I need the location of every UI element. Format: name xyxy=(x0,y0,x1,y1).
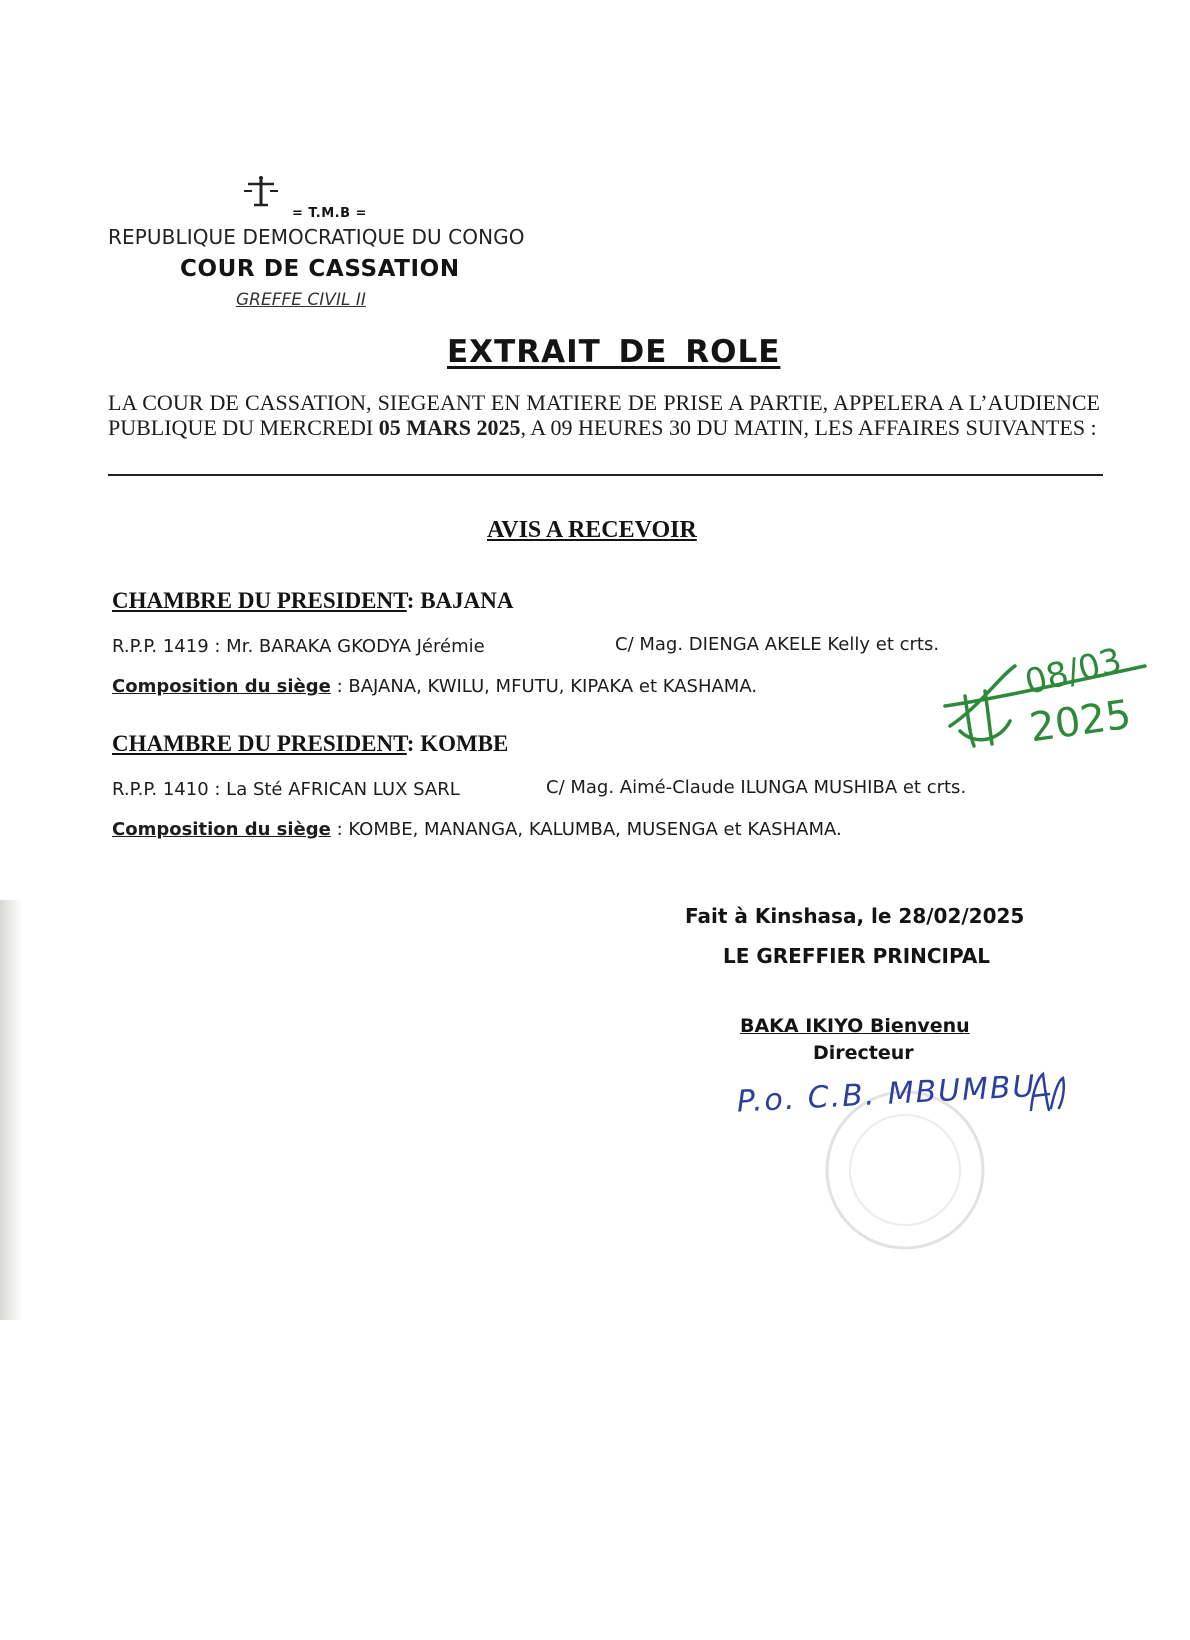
page-margin-bottom xyxy=(0,1538,1190,1640)
intro-text-start: LA COUR DE CASSATION, SIEGEANT EN MATIERE DE PRISE A PARTIE, APPELERA A L’AUDIENCE PUBLIQUE DU MERCREDI xyxy=(108,390,1100,440)
chamber-label: CHAMBRE DU PRESIDENT xyxy=(112,731,407,756)
composition-line xyxy=(112,676,757,697)
case-reference: R.P.P. 1410 : La Sté AFRICAN LUX SARL xyxy=(112,779,460,800)
composition-label: Composition du siège xyxy=(112,819,331,840)
chamber-heading-2 xyxy=(112,731,508,757)
chamber-heading-1 xyxy=(112,588,513,614)
place-and-date: Fait à Kinshasa, le 28/02/2025 xyxy=(685,904,1025,928)
case-opponent: C/ Mag. Aimé-Claude ILUNGA MUSHIBA et crts. xyxy=(546,777,967,798)
case-reference: R.P.P. 1419 : Mr. BARAKA GKODYA Jérémie xyxy=(112,636,485,657)
document-title: EXTRAIT DE ROLE xyxy=(447,334,781,370)
signatory-name: BAKA IKIYO Bienvenu xyxy=(740,1015,970,1037)
intro-underline xyxy=(108,474,1103,476)
composition-label: Composition du siège xyxy=(112,676,331,697)
greffe-name: GREFFE CIVIL II xyxy=(236,290,366,310)
composition-line xyxy=(112,819,842,840)
chamber-president: : BAJANA xyxy=(406,588,514,613)
case-opponent: C/ Mag. DIENGA AKELE Kelly et crts. xyxy=(615,634,940,655)
signatory-role: LE GREFFIER PRINCIPAL xyxy=(723,944,991,968)
tmb-mark: = T.M.B = xyxy=(292,206,367,221)
court-name: COUR DE CASSATION xyxy=(180,256,460,282)
composition-members: : BAJANA, KWILU, MFUTU, KIPAKA et KASHAMA. xyxy=(330,676,758,697)
intro-paragraph xyxy=(108,390,1100,440)
svg-text:2025: 2025 xyxy=(1026,691,1134,752)
handwritten-signature xyxy=(733,1060,1073,1134)
svg-text:08/03: 08/03 xyxy=(1020,640,1126,703)
handwritten-date-stamp xyxy=(940,636,1150,760)
svg-text:P.o. C.B. MBUMBU: P.o. C.B. MBUMBU xyxy=(735,1068,1038,1120)
hearing-date: 05 MARS 2025 xyxy=(378,415,521,440)
section-title: AVIS A RECEVOIR xyxy=(487,517,697,543)
composition-members: : KOMBE, MANANGA, KALUMBA, MUSENGA et KASHAMA. xyxy=(330,819,842,840)
scan-edge-shadow xyxy=(0,900,22,1320)
chamber-label: CHAMBRE DU PRESIDENT xyxy=(112,588,407,613)
republic-name: REPUBLIQUE DEMOCRATIQUE DU CONGO xyxy=(108,225,525,249)
chamber-president: : KOMBE xyxy=(406,731,509,756)
intro-text-end: , A 09 HEURES 30 DU MATIN, LES AFFAIRES SUIVANTES : xyxy=(520,415,1097,440)
signatory-title: Directeur xyxy=(813,1042,914,1064)
justice-scales-icon xyxy=(240,175,282,213)
